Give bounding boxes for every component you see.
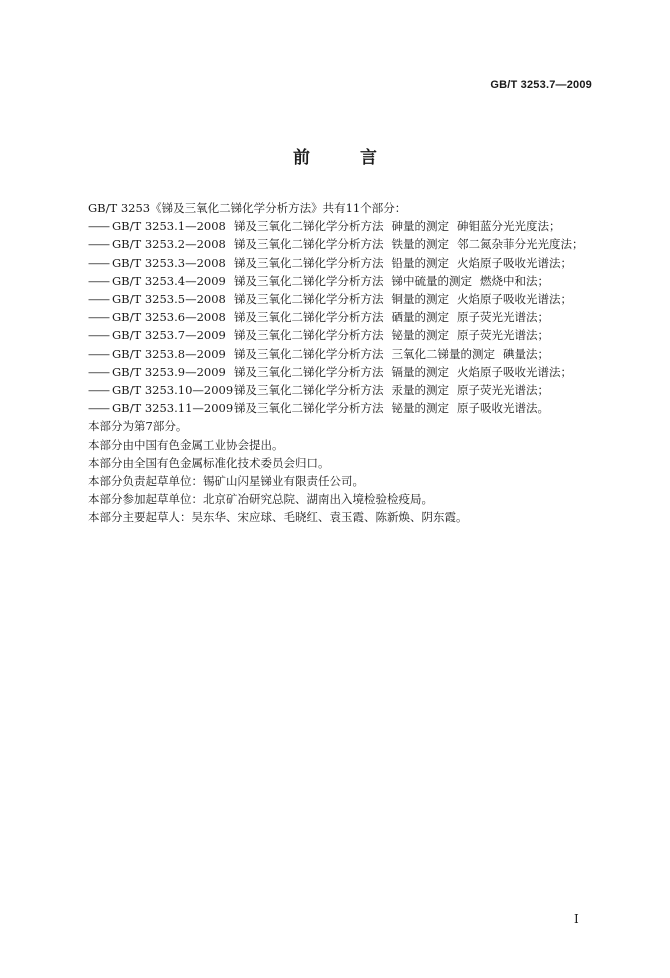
part-method: 原子吸收光谱法。 xyxy=(457,401,549,416)
part-list-item xyxy=(88,345,598,363)
page-title: 前 言 xyxy=(293,148,399,168)
part-standard-number: GB/T 3253.11—2009 xyxy=(112,401,234,416)
part-series-title: 锑及三氧化二锑化学分析方法 xyxy=(234,383,384,398)
part-dash: —— xyxy=(88,237,109,252)
standard-code-header: GB/T 3253.7—2009 xyxy=(490,79,592,91)
part-method: 原子荧光光谱法； xyxy=(457,328,549,343)
part-method: 火焰原子吸收光谱法； xyxy=(457,292,572,307)
part-list-item xyxy=(88,381,598,399)
part-series-title: 锑及三氧化二锑化学分析方法 xyxy=(234,273,384,288)
part-subject: 铋量的测定 xyxy=(391,401,449,416)
part-method: 原子荧光光谱法； xyxy=(457,383,549,398)
part-list-item xyxy=(88,326,598,344)
statements-block xyxy=(88,417,598,526)
part-subject: 镉量的测定 xyxy=(391,364,449,379)
parts-list xyxy=(88,217,598,417)
part-dash: —— xyxy=(88,292,109,307)
part-subject: 铜量的测定 xyxy=(391,292,449,307)
part-subject: 硒量的测定 xyxy=(391,310,449,325)
part-series-title: 锑及三氧化二锑化学分析方法 xyxy=(234,310,384,325)
part-method: 火焰原子吸收光谱法； xyxy=(457,364,572,379)
part-standard-number: GB/T 3253.8—2009 xyxy=(112,346,226,361)
part-method: 原子荧光光谱法； xyxy=(457,310,549,325)
part-standard-number: GB/T 3253.2—2008 xyxy=(112,237,226,252)
part-subject: 汞量的测定 xyxy=(391,383,449,398)
part-standard-number: GB/T 3253.1—2008 xyxy=(112,219,226,234)
part-list-item xyxy=(88,254,598,272)
part-method: 碘量法； xyxy=(503,346,549,361)
part-dash: —— xyxy=(88,273,109,288)
part-list-item xyxy=(88,272,598,290)
part-list-item xyxy=(88,308,598,326)
part-subject: 铁量的测定 xyxy=(391,237,449,252)
part-series-title: 锑及三氧化二锑化学分析方法 xyxy=(234,219,384,234)
part-dash: —— xyxy=(88,310,109,325)
part-subject: 三氧化二锑量的测定 xyxy=(391,346,495,361)
part-list-item xyxy=(88,235,598,253)
intro-paragraph: GB/T 3253《锑及三氧化二锑化学分析方法》共有11个部分： xyxy=(88,201,407,215)
part-standard-number: GB/T 3253.5—2008 xyxy=(112,292,226,307)
part-series-title: 锑及三氧化二锑化学分析方法 xyxy=(234,292,384,307)
statement-line: 本部分负责起草单位：锡矿山闪星锑业有限责任公司。 xyxy=(88,474,364,489)
part-method: 燃烧中和法； xyxy=(480,273,549,288)
part-standard-number: GB/T 3253.4—2009 xyxy=(112,273,226,288)
part-standard-number: GB/T 3253.7—2009 xyxy=(112,328,226,343)
foreword-body xyxy=(88,199,598,527)
part-list-item xyxy=(88,399,598,417)
part-subject: 砷量的测定 xyxy=(391,219,449,234)
part-subject: 锑中硫量的测定 xyxy=(391,273,472,288)
part-standard-number: GB/T 3253.9—2009 xyxy=(112,364,226,379)
part-list-item xyxy=(88,290,598,308)
statement-line: 本部分由中国有色金属工业协会提出。 xyxy=(88,437,284,452)
part-dash: —— xyxy=(88,364,109,379)
part-method: 火焰原子吸收光谱法； xyxy=(457,255,572,270)
statement-line: 本部分由全国有色金属标准化技术委员会归口。 xyxy=(88,455,330,470)
part-subject: 铅量的测定 xyxy=(391,255,449,270)
part-dash: —— xyxy=(88,346,109,361)
part-list-item xyxy=(88,217,598,235)
part-subject: 铋量的测定 xyxy=(391,328,449,343)
part-series-title: 锑及三氧化二锑化学分析方法 xyxy=(234,401,384,416)
part-standard-number: GB/T 3253.6—2008 xyxy=(112,310,226,325)
part-series-title: 锑及三氧化二锑化学分析方法 xyxy=(234,328,384,343)
statement-line: 本部分主要起草人：吴东华、宋应球、毛晓红、袁玉霞、陈新焕、阴东霞。 xyxy=(88,510,468,525)
part-standard-number: GB/T 3253.10—2009 xyxy=(112,383,234,398)
part-dash: —— xyxy=(88,401,109,416)
part-dash: —— xyxy=(88,219,109,234)
part-standard-number: GB/T 3253.3—2008 xyxy=(112,255,226,270)
part-dash: —— xyxy=(88,383,109,398)
part-dash: —— xyxy=(88,255,109,270)
part-series-title: 锑及三氧化二锑化学分析方法 xyxy=(234,346,384,361)
statement-line: 本部分为第7部分。 xyxy=(88,419,188,434)
statement-line: 本部分参加起草单位：北京矿冶研究总院、湖南出入境检验检疫局。 xyxy=(88,492,433,507)
part-series-title: 锑及三氧化二锑化学分析方法 xyxy=(234,237,384,252)
page-number: I xyxy=(574,912,579,926)
part-series-title: 锑及三氧化二锑化学分析方法 xyxy=(234,255,384,270)
part-series-title: 锑及三氧化二锑化学分析方法 xyxy=(234,364,384,379)
part-list-item xyxy=(88,363,598,381)
part-method: 邻二氮杂菲分光光度法； xyxy=(457,237,584,252)
part-dash: —— xyxy=(88,328,109,343)
part-method: 砷钼蓝分光光度法； xyxy=(457,219,561,234)
